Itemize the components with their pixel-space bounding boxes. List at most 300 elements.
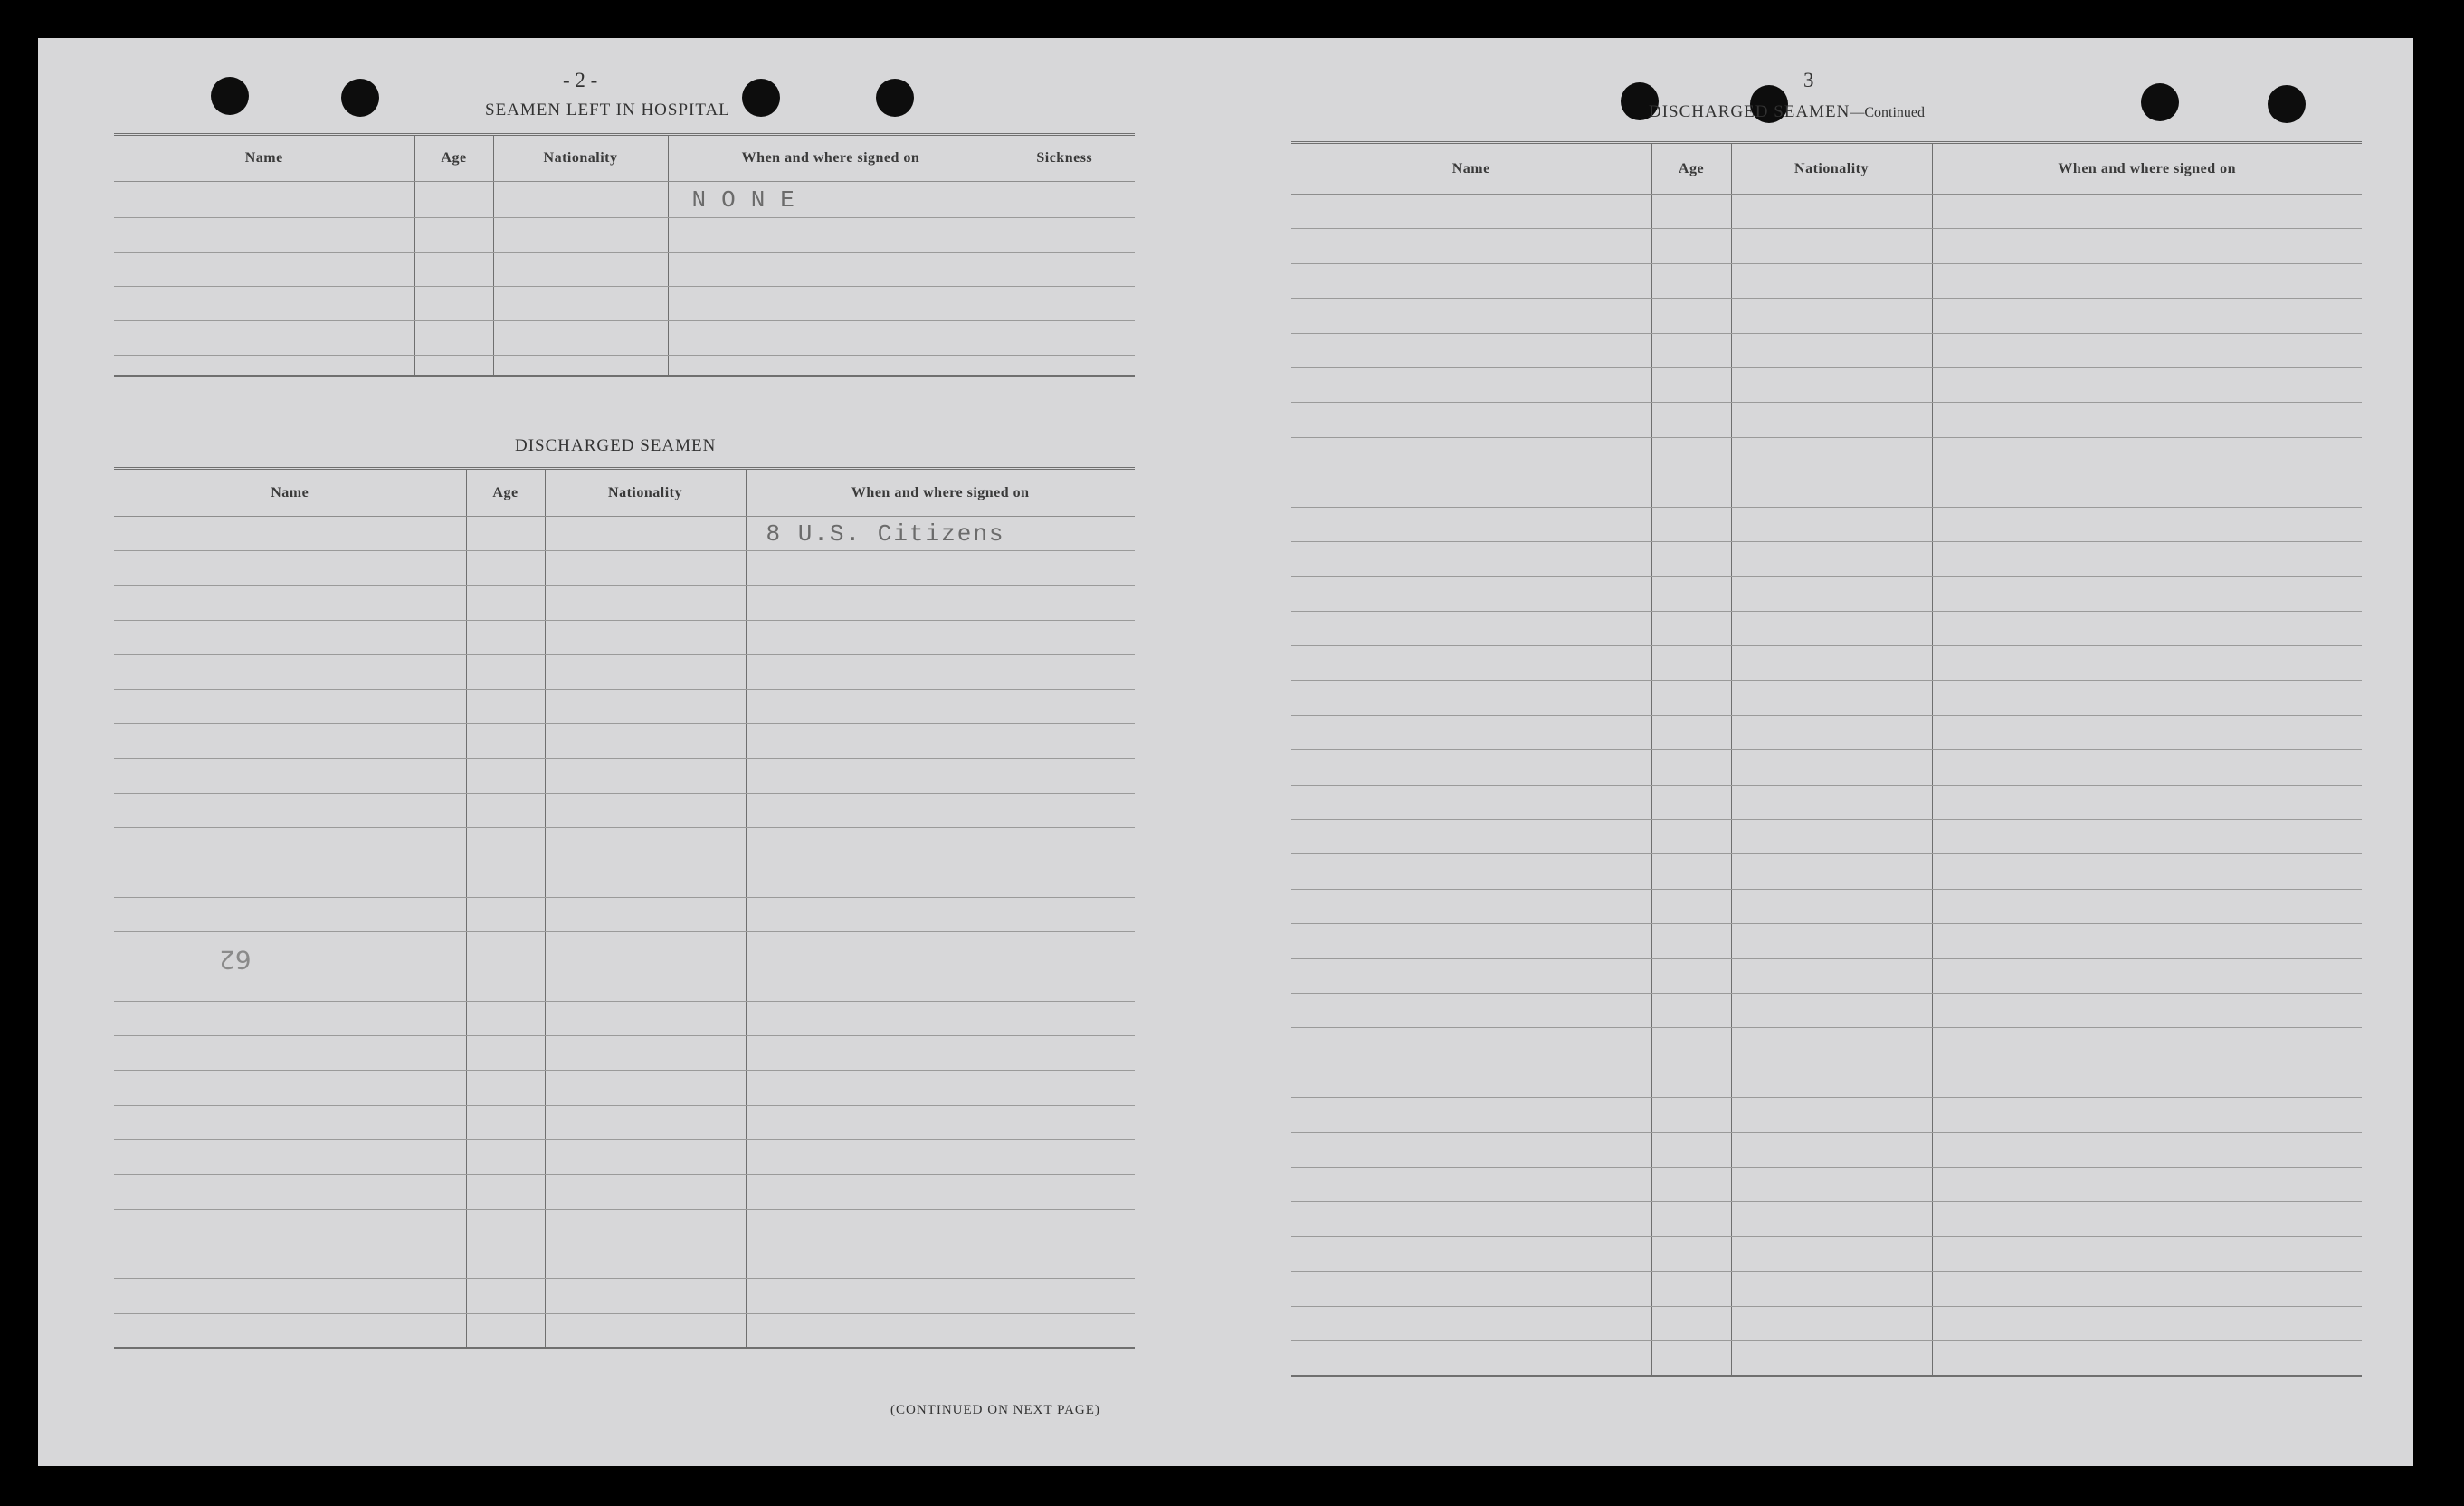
cell (1932, 299, 2362, 333)
header-name: Name (114, 469, 466, 517)
table-row (1291, 1202, 2362, 1236)
cell (545, 586, 746, 620)
cell (1932, 472, 2362, 507)
cell (1291, 263, 1651, 298)
punch-hole (211, 77, 249, 115)
cell (114, 1001, 466, 1035)
cell (1932, 1098, 2362, 1132)
table-row (114, 654, 1135, 689)
cell (545, 551, 746, 586)
cell (545, 1244, 746, 1278)
table-row (114, 932, 1135, 967)
cell (1651, 1132, 1731, 1167)
cell (466, 1209, 545, 1244)
cell (1651, 263, 1731, 298)
cell (1291, 1236, 1651, 1271)
cell (1651, 333, 1731, 367)
cell (114, 551, 466, 586)
cell (114, 1071, 466, 1105)
cell (1932, 889, 2362, 923)
table-row (114, 1175, 1135, 1209)
header-name: Name (114, 135, 414, 182)
cell (1291, 611, 1651, 645)
cell (1651, 854, 1731, 889)
cell (1932, 229, 2362, 263)
cell (1651, 715, 1731, 749)
cell (1731, 1132, 1932, 1167)
cell (545, 690, 746, 724)
cell (746, 794, 1135, 828)
table-row (114, 724, 1135, 758)
cell (1731, 333, 1932, 367)
discharged-header-row (114, 469, 1135, 517)
cell (1731, 889, 1932, 923)
cell (545, 1313, 746, 1348)
cell (1651, 681, 1731, 715)
cell (746, 1036, 1135, 1071)
table-row (114, 1140, 1135, 1175)
cell (1291, 889, 1651, 923)
punch-hole (876, 79, 914, 117)
cell (493, 182, 668, 218)
cell (1291, 1063, 1651, 1097)
cell (746, 758, 1135, 793)
cell (1731, 1167, 1932, 1201)
cell (1291, 1202, 1651, 1236)
cell (1731, 1340, 1932, 1375)
cell (1651, 1202, 1731, 1236)
cell (1291, 507, 1651, 541)
cell (466, 794, 545, 828)
cell (1651, 785, 1731, 819)
cell (1731, 263, 1932, 298)
cell (1291, 646, 1651, 681)
cell (1731, 750, 1932, 785)
cell (1291, 1272, 1651, 1306)
cell (1731, 472, 1932, 507)
cell (1731, 1306, 1932, 1340)
title-text: DISCHARGED SEAMEN (1649, 102, 1850, 121)
cell (1932, 646, 2362, 681)
seamen-left-in-hospital-title: SEAMEN LEFT IN HOSPITAL (485, 100, 730, 119)
table-row (1291, 889, 2362, 923)
hospital-table (114, 133, 1135, 376)
table-row (114, 620, 1135, 654)
cell (545, 828, 746, 863)
cell (1731, 820, 1932, 854)
cell (1651, 924, 1731, 958)
cell (746, 897, 1135, 931)
table-row (1291, 507, 2362, 541)
cell (1932, 333, 2362, 367)
cell (1291, 229, 1651, 263)
cell (1932, 715, 2362, 749)
pencil-mark: 62 (219, 945, 252, 975)
cell (1291, 403, 1651, 437)
cell (545, 897, 746, 931)
cell (545, 1001, 746, 1035)
table-row (114, 517, 1135, 551)
cell (746, 863, 1135, 897)
cell (466, 1313, 545, 1348)
cell (1651, 750, 1731, 785)
table-row (1291, 367, 2362, 402)
table-row (114, 1279, 1135, 1313)
cell (466, 724, 545, 758)
cell (114, 1279, 466, 1313)
cell (466, 1071, 545, 1105)
cell (114, 586, 466, 620)
table-row (114, 1244, 1135, 1278)
cell (1291, 577, 1651, 611)
cell (114, 758, 466, 793)
cell (1932, 958, 2362, 993)
cell (1651, 1306, 1731, 1340)
table-row (114, 828, 1135, 863)
cell (1291, 1340, 1651, 1375)
table-row (114, 1105, 1135, 1139)
cell (1651, 367, 1731, 402)
table-row (1291, 299, 2362, 333)
cell (746, 1071, 1135, 1105)
table-row (1291, 750, 2362, 785)
table-row (1291, 681, 2362, 715)
cell (545, 620, 746, 654)
cell (1932, 1063, 2362, 1097)
punch-hole (341, 79, 379, 117)
cell (1291, 1132, 1651, 1167)
table-row (114, 1313, 1135, 1348)
cell (1731, 577, 1932, 611)
cell (466, 932, 545, 967)
cell (1932, 1236, 2362, 1271)
discharged-seamen-title: DISCHARGED SEAMEN (515, 436, 717, 455)
cell (466, 967, 545, 1001)
cell (1291, 958, 1651, 993)
cell (1651, 958, 1731, 993)
cell (1651, 1098, 1731, 1132)
cell (114, 1175, 466, 1209)
punch-hole (742, 79, 780, 117)
cell (466, 586, 545, 620)
table-row (114, 287, 1135, 321)
cell (1291, 924, 1651, 958)
cell (1731, 299, 1932, 333)
cell (746, 1175, 1135, 1209)
cell (746, 654, 1135, 689)
table-row (114, 794, 1135, 828)
cell (1932, 1132, 2362, 1167)
header-nationality: Nationality (545, 469, 746, 517)
cell (1731, 646, 1932, 681)
cell (466, 1175, 545, 1209)
cell (1731, 367, 1932, 402)
cell (1291, 785, 1651, 819)
cell (545, 1036, 746, 1071)
cell (466, 1140, 545, 1175)
table-row (1291, 611, 2362, 645)
header-nationality: Nationality (1731, 143, 1932, 195)
cell (1731, 1202, 1932, 1236)
cell (1651, 472, 1731, 507)
cell (1932, 611, 2362, 645)
title-suffix: —Continued (1850, 105, 1925, 120)
table-row (114, 1071, 1135, 1105)
typed-entry-none: NONE (668, 182, 994, 218)
cell (545, 1140, 746, 1175)
table-row (114, 758, 1135, 793)
cell (1932, 681, 2362, 715)
cell (1291, 1028, 1651, 1063)
cell (1291, 1306, 1651, 1340)
cell (1731, 854, 1932, 889)
cell (1291, 472, 1651, 507)
cell (746, 1001, 1135, 1035)
cell (1291, 715, 1651, 749)
cell (1731, 715, 1932, 749)
cell (1291, 1098, 1651, 1132)
cell (114, 620, 466, 654)
table-row (114, 897, 1135, 931)
table-row (1291, 854, 2362, 889)
cell (1731, 403, 1932, 437)
cell (746, 1105, 1135, 1139)
cell (1731, 611, 1932, 645)
cell (746, 967, 1135, 1001)
cell (1651, 889, 1731, 923)
cell (1291, 367, 1651, 402)
table-row (1291, 958, 2362, 993)
cell (1651, 820, 1731, 854)
table-row (1291, 472, 2362, 507)
cell (466, 551, 545, 586)
cell (994, 182, 1135, 218)
cell (114, 690, 466, 724)
cell (466, 758, 545, 793)
cell (466, 654, 545, 689)
cell (1291, 541, 1651, 576)
cell (114, 724, 466, 758)
cell (1932, 577, 2362, 611)
cell (1731, 1236, 1932, 1271)
cell (746, 1279, 1135, 1313)
table-row (1291, 1098, 2362, 1132)
cell (1651, 299, 1731, 333)
cell (1291, 333, 1651, 367)
cell (1932, 1306, 2362, 1340)
cell (1651, 1063, 1731, 1097)
cell (1932, 1202, 2362, 1236)
cell (1932, 750, 2362, 785)
cell (1932, 403, 2362, 437)
table-row (1291, 1132, 2362, 1167)
header-age: Age (466, 469, 545, 517)
cell (114, 794, 466, 828)
cell (746, 586, 1135, 620)
cell (746, 551, 1135, 586)
cell (114, 863, 466, 897)
cell (1731, 507, 1932, 541)
cell (746, 1140, 1135, 1175)
cell (1731, 785, 1932, 819)
cell (545, 758, 746, 793)
cell (1932, 854, 2362, 889)
table-row (114, 690, 1135, 724)
cell (746, 724, 1135, 758)
cell (1731, 993, 1932, 1027)
table-row (1291, 1272, 2362, 1306)
cell (1731, 1272, 1932, 1306)
cell (1651, 541, 1731, 576)
table-row (1291, 263, 2362, 298)
cell (1932, 820, 2362, 854)
table-row (114, 551, 1135, 586)
cell (1932, 437, 2362, 472)
discharged-continued-header-row (1291, 143, 2362, 195)
cell (545, 1175, 746, 1209)
cell (466, 1001, 545, 1035)
cell (1932, 1028, 2362, 1063)
table-row (114, 586, 1135, 620)
table-row (114, 218, 1135, 253)
cell (1731, 1098, 1932, 1132)
cell (746, 1244, 1135, 1278)
cell (1651, 1340, 1731, 1375)
page-number-right: 3 (1803, 69, 1814, 91)
table-row (114, 321, 1135, 356)
cell (1651, 507, 1731, 541)
header-age: Age (414, 135, 493, 182)
cell (1932, 1340, 2362, 1375)
table-row (114, 182, 1135, 218)
header-when-where: When and where signed on (746, 469, 1135, 517)
table-row (1291, 541, 2362, 576)
hospital-header-row (114, 135, 1135, 182)
cell (114, 1244, 466, 1278)
cell (1651, 1272, 1731, 1306)
cell (466, 690, 545, 724)
cell (1932, 367, 2362, 402)
page-number-left: - 2 - (563, 69, 598, 91)
table-row (1291, 820, 2362, 854)
table-row (1291, 1340, 2362, 1375)
table-row (1291, 1063, 2362, 1097)
header-when-where: When and where signed on (1932, 143, 2362, 195)
cell (545, 724, 746, 758)
cell (746, 620, 1135, 654)
cell (1731, 541, 1932, 576)
cell (1932, 1167, 2362, 1201)
table-row (1291, 785, 2362, 819)
cell (1291, 195, 1651, 229)
discharged-table-right (1291, 141, 2362, 1377)
table-row (1291, 195, 2362, 229)
table-row (1291, 1306, 2362, 1340)
cell (545, 1209, 746, 1244)
cell (1651, 195, 1731, 229)
table-row (114, 1001, 1135, 1035)
cell (466, 828, 545, 863)
table-row (114, 863, 1135, 897)
continued-footer: (CONTINUED ON NEXT PAGE) (890, 1403, 1100, 1417)
cell (746, 828, 1135, 863)
cell (1291, 681, 1651, 715)
cell (1651, 403, 1731, 437)
cell (1932, 541, 2362, 576)
cell (466, 1036, 545, 1071)
cell (1651, 1167, 1731, 1201)
cell (1651, 611, 1731, 645)
cell (1932, 924, 2362, 958)
header-when-where: When and where signed on (668, 135, 994, 182)
table-row (114, 967, 1135, 1001)
document-sheet (38, 38, 2413, 1466)
cell (414, 182, 493, 218)
table-row (114, 1209, 1135, 1244)
table-row (1291, 1167, 2362, 1201)
cell (1932, 1272, 2362, 1306)
cell (114, 897, 466, 931)
cell (1651, 646, 1731, 681)
cell (1731, 681, 1932, 715)
cell (466, 863, 545, 897)
cell (1932, 507, 2362, 541)
cell (466, 620, 545, 654)
cell (545, 1071, 746, 1105)
cell (1651, 229, 1731, 263)
cell (1932, 263, 2362, 298)
cell (1291, 820, 1651, 854)
cell (746, 1209, 1135, 1244)
header-age: Age (1651, 143, 1731, 195)
cell (1932, 195, 2362, 229)
table-row (1291, 715, 2362, 749)
cell (1291, 854, 1651, 889)
cell (545, 654, 746, 689)
cell (1291, 1167, 1651, 1201)
discharged-table-left (114, 467, 1135, 1349)
cell (545, 1105, 746, 1139)
table-row (1291, 577, 2362, 611)
cell (1291, 993, 1651, 1027)
cell (545, 794, 746, 828)
cell (545, 863, 746, 897)
cell (466, 897, 545, 931)
cell (746, 1313, 1135, 1348)
table-row (1291, 646, 2362, 681)
table-row (114, 356, 1135, 376)
cell (1731, 924, 1932, 958)
cell (114, 1209, 466, 1244)
table-row (114, 253, 1135, 287)
cell (1291, 437, 1651, 472)
cell (114, 1313, 466, 1348)
cell (1731, 1028, 1932, 1063)
table-row (1291, 333, 2362, 367)
cell (1932, 993, 2362, 1027)
cell (114, 1036, 466, 1071)
header-nationality: Nationality (493, 135, 668, 182)
cell (466, 1244, 545, 1278)
cell (1651, 577, 1731, 611)
cell (114, 654, 466, 689)
cell (1651, 437, 1731, 472)
table-row (1291, 993, 2362, 1027)
cell (1651, 993, 1731, 1027)
cell (1651, 1028, 1731, 1063)
cell (545, 967, 746, 1001)
cell (114, 1105, 466, 1139)
